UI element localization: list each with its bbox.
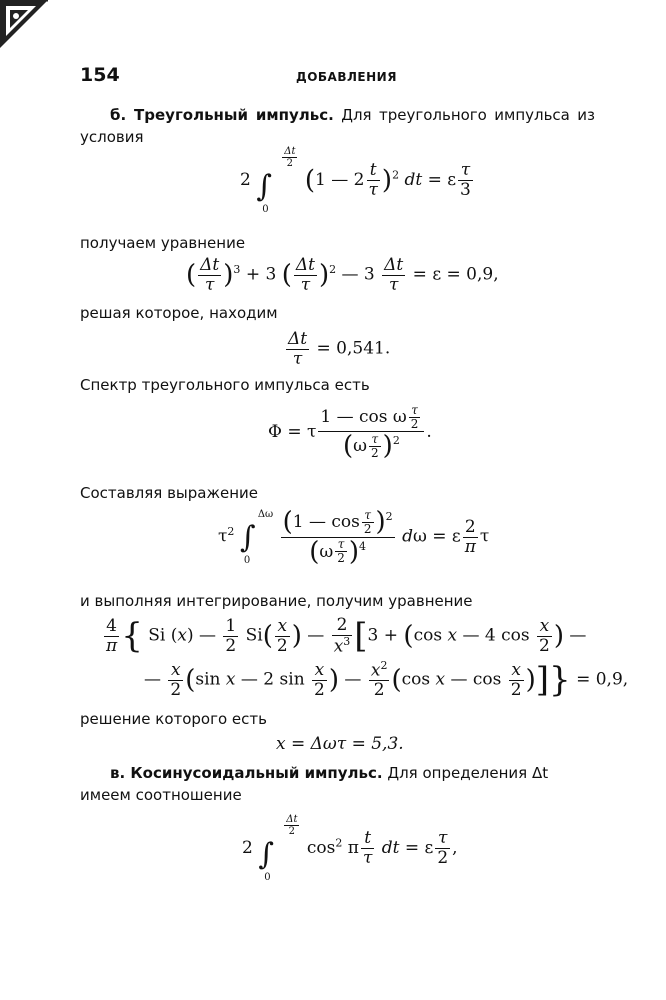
equation-spectrum: Φ = τ 1 — cos ω $\frac{\tau}{2}$ (ω $\frac{\tau}{2}$ )$^2$ . (268, 403, 432, 462)
section-c-paragraph (80, 762, 595, 784)
equation-triangular-condition: 2 $\frac{\Delta t}{2}$ ∫ 0 (1 — 2 $\frac{t}{\tau}$ )$^2$ dt = ε $\frac{\tau}{3}$ (240, 146, 471, 215)
text-integrating: и выполняя интегрирование, получим уравнение (80, 592, 473, 610)
equation-cubic-rhs: = ε = 0,9, (412, 264, 499, 285)
text-solving: решая которое, находим (80, 304, 278, 322)
equation-ratio-value: = 0,541. (316, 338, 391, 359)
text-composing: Составляя выражение (80, 484, 258, 502)
section-c-text: Для определения Δt (387, 764, 549, 782)
section-b-text: Для треугольного импульса из условия (80, 106, 595, 146)
running-title: ДОБАВЛЕНИЯ (296, 70, 397, 84)
equation-si-line-1: $\frac{4}{\pi}$ { Si (x) — $\frac{1}{2}$ Si( $\frac{x}{2}$ ) — $\frac{2}{x^3}$ [3 + (cos x — 4 cos $\frac{x}{2}$ ) — (106, 615, 587, 657)
section-b-paragraph (80, 104, 595, 148)
equation-ratio-result: $\frac{\Delta t}{\tau}$ = 0,541. (288, 329, 391, 369)
text-spectrum: Спектр треугольного импульса есть (80, 376, 370, 394)
section-c-title: в. Косинусоидальный импульс. (110, 764, 383, 782)
page-number: 154 (80, 64, 120, 86)
equation-cosine-condition: 2 $\frac{\Delta t}{2}$ ∫ 0 $\cos^2 \pi$ $\frac{t}{\tau}$ dt = ε $\frac{\tau}{2}$ , (242, 814, 458, 883)
section-b-title: б. Треугольный импульс. (110, 106, 334, 124)
text-get-equation: получаем уравнение (80, 234, 246, 252)
text-solution: решение которого есть (80, 710, 267, 728)
equation-si-rhs: = 0,9, (576, 669, 629, 690)
text-relation: имеем соотношение (80, 786, 242, 804)
equation-cubic: ( $\frac{\Delta t}{\tau}$ )$^3$ + 3 ( $\frac{\Delta t}{\tau}$ )$^2$ — 3 $\frac{\Delta t}{\tau}$ = ε = 0,9, (186, 255, 499, 295)
equation-si-line-2: — $\frac{x}{2}$ (sin x — 2 sin $\frac{x}{2}$ ) — $\frac{x^2}{2}$ (cos x — cos $\frac{x}{2}$ )]} = 0,9, (144, 659, 629, 701)
corner-ornament-icon (0, 0, 48, 48)
equation-energy-integral: $\tau^2$ Δω ∫ 0 (1 — cos $\frac{\tau}{2}$ )$^2$ (ω $\frac{\tau}{2}$ )$^4$ dω = ε $\frac{2}{\pi}$ τ (218, 507, 490, 567)
equation-solution-value: x = Δωτ = 5,3. (276, 734, 404, 754)
